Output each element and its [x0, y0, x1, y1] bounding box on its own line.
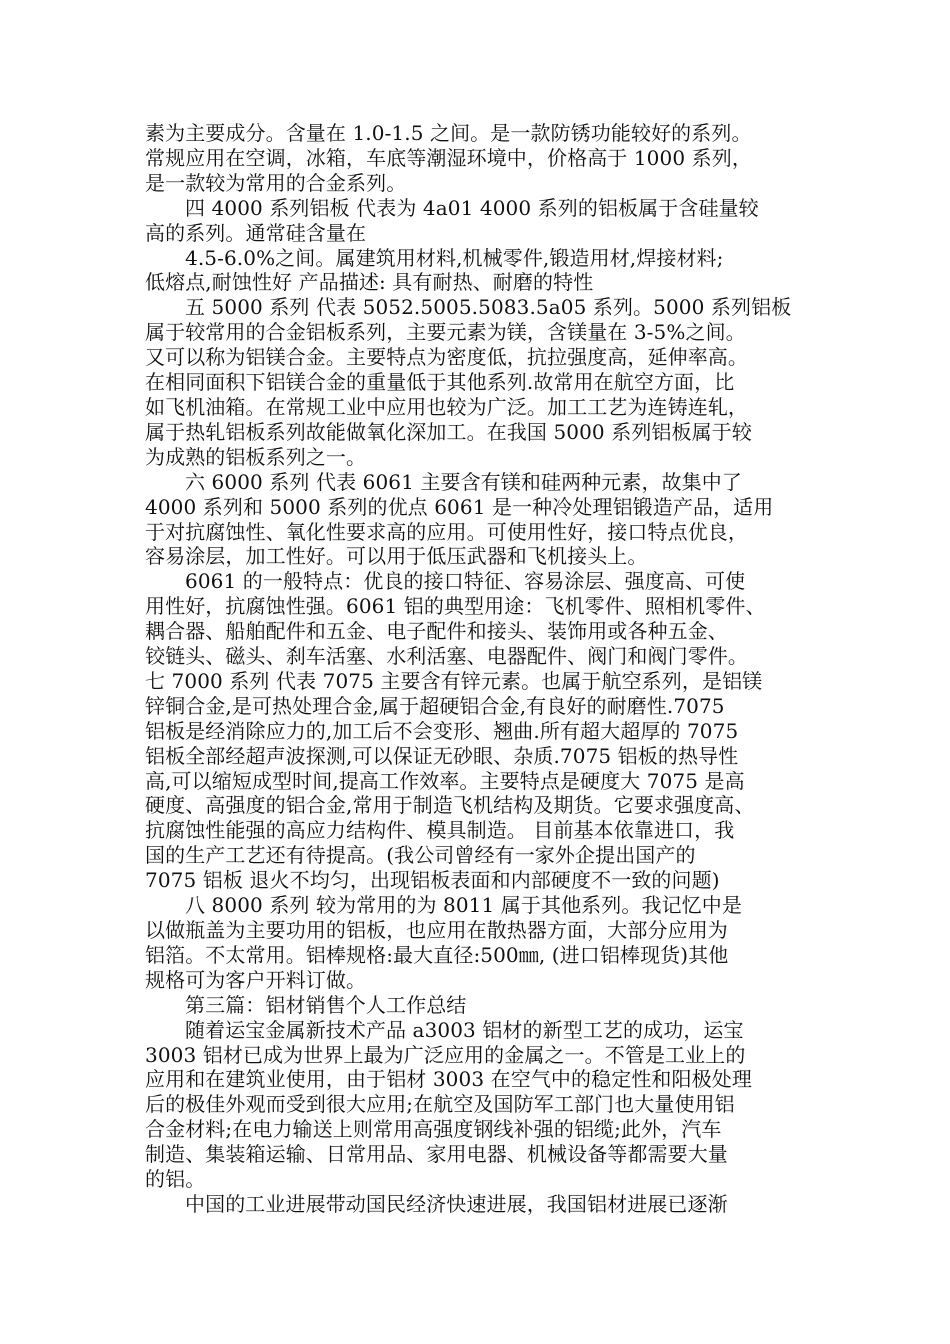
text-line: 7075 铝板 退火不均匀，出现铝板表面和内部硬度不一致的问题): [145, 868, 720, 893]
text-line: 在相同面积下铝镁合金的重量低于其他系列.故常用在航空方面，比: [145, 370, 735, 395]
text-line: 四 4000 系列铝板 代表为 4a01 4000 系列的铝板属于含硅量较: [185, 195, 759, 220]
text-line: 后的极佳外观而受到很大应用;在航空及国防军工部门也大量使用铝: [145, 1092, 735, 1117]
text-line: 应用和在建筑业使用，由于铝材 3003 在空气中的稳定性和阳极处理: [145, 1067, 752, 1092]
text-line: 铝板是经消除应力的,加工后不会变形、翘曲.所有超大超厚的 7075: [145, 718, 739, 743]
text-line: 耦合器、船舶配件和五金、电子配件和接头、装饰用或各种五金、: [145, 619, 728, 644]
text-line: 容易涂层，加工性好。可以用于低压武器和飞机接头上。: [145, 544, 648, 569]
text-line: 的铝。: [145, 1167, 206, 1192]
text-line: 4000 系列和 5000 系列的优点 6061 是一种冷处理铝锻造产品，适用: [145, 494, 774, 519]
text-line: 六 6000 系列 代表 6061 主要含有镁和硅两种元素，故集中了: [185, 469, 742, 494]
text-line: 高的系列。通常硅含量在: [145, 220, 367, 245]
text-line: 硬度、高强度的铝合金,常用于制造飞机结构及期货。它要求强度高、: [145, 793, 755, 818]
text-line: 随着运宝金属新技术产品 a3003 铝材的新型工艺的成功，运宝: [185, 1017, 744, 1042]
text-line: 常规应用在空调，冰箱，车底等潮湿环境中，价格高于 1000 系列，: [145, 145, 752, 170]
text-line: 铝箔。不太常用。铝棒规格:最大直径:500㎜, (进口铝棒现货)其他: [145, 942, 729, 967]
text-line: 6061 的一般特点：优良的接口特征、容易涂层、强度高、可使: [185, 569, 746, 594]
text-line: 铰链头、磁头、刹车活塞、水利活塞、电器配件、阀门和阀门零件。: [145, 644, 748, 669]
text-line: 素为主要成分。含量在 1.0-1.5 之间。是一款防锈功能较好的系列。: [145, 121, 752, 145]
text-line: 第三篇：铝材销售个人工作总结: [185, 992, 467, 1017]
text-line: 规格可为客户开料订做。: [145, 967, 367, 992]
text-line: 低熔点,耐蚀性好 产品描述: 具有耐热、耐磨的特性: [145, 270, 594, 295]
text-line: 制造、集装箱运输、日常用品、家用电器、机械设备等都需要大量: [145, 1142, 728, 1167]
text-line: 中国的工业进展带动国民经济快速进展，我国铝材进展已逐渐: [185, 1191, 728, 1216]
text-line: 铝板全部经超声波探测,可以保证无砂眼、杂质.7075 铝板的热导性: [145, 743, 739, 768]
text-line: 属于热轧铝板系列故能做氧化深加工。在我国 5000 系列铝板属于较: [145, 419, 752, 444]
text-line: 七 7000 系列 代表 7075 主要含有锌元素。也属于航空系列，是铝镁: [145, 668, 763, 693]
text-line: 五 5000 系列 代表 5052.5005.5083.5a05 系列。5000 系列铝板: [185, 295, 792, 320]
text-line: 以做瓶盖为主要功用的铝板，也应用在散热器方面，大部分应用为: [145, 918, 728, 942]
text-line: 抗腐蚀性能强的高应力结构件、模具制造。 目前基本依靠进口，我: [145, 818, 735, 843]
document-body: [145, 121, 825, 1217]
text-line: 是一款较为常用的合金系列。: [145, 170, 407, 195]
text-line: 于对抗腐蚀性、氧化性要求高的应用。可使用性好，接口特点优良，: [145, 519, 748, 544]
text-line: 用性好，抗腐蚀性强。6061 铝的典型用途：飞机零件、照相机零件、: [145, 594, 766, 619]
text-line: 合金材料;在电力输送上则常用高强度钢线补强的铝缆;此外，汽车: [145, 1117, 722, 1142]
text-line: 为成熟的铝板系列之一。: [145, 444, 367, 469]
text-line: 又可以称为铝镁合金。主要特点为密度低，抗拉强度高，延伸率高。: [145, 345, 748, 370]
text-line: 如飞机油箱。在常规工业中应用也较为广泛。加工工艺为连铸连轧，: [145, 394, 748, 419]
text-line: 高,可以缩短成型时间,提高工作效率。主要特点是硬度大 7075 是高: [145, 768, 745, 793]
text-line: 国的生产工艺还有待提高。(我公司曾经有一家外企提出国产的: [145, 843, 696, 868]
text-line: 3003 铝材已成为世界上最为广泛应用的金属之一。不管是工业上的: [145, 1042, 746, 1067]
text-line: 锌铜合金,是可热处理合金,属于超硬铝合金,有良好的耐磨性.7075: [145, 693, 725, 718]
text-line: 八 8000 系列 较为常用的为 8011 属于其他系列。我记忆中是: [185, 893, 742, 918]
text-line: 属于较常用的合金铝板系列，主要元素为镁，含镁量在 3-5%之间。: [145, 320, 746, 345]
text-line: 4.5-6.0%之间。属建筑用材料,机械零件,锻造用材,焊接材料;: [185, 245, 724, 270]
